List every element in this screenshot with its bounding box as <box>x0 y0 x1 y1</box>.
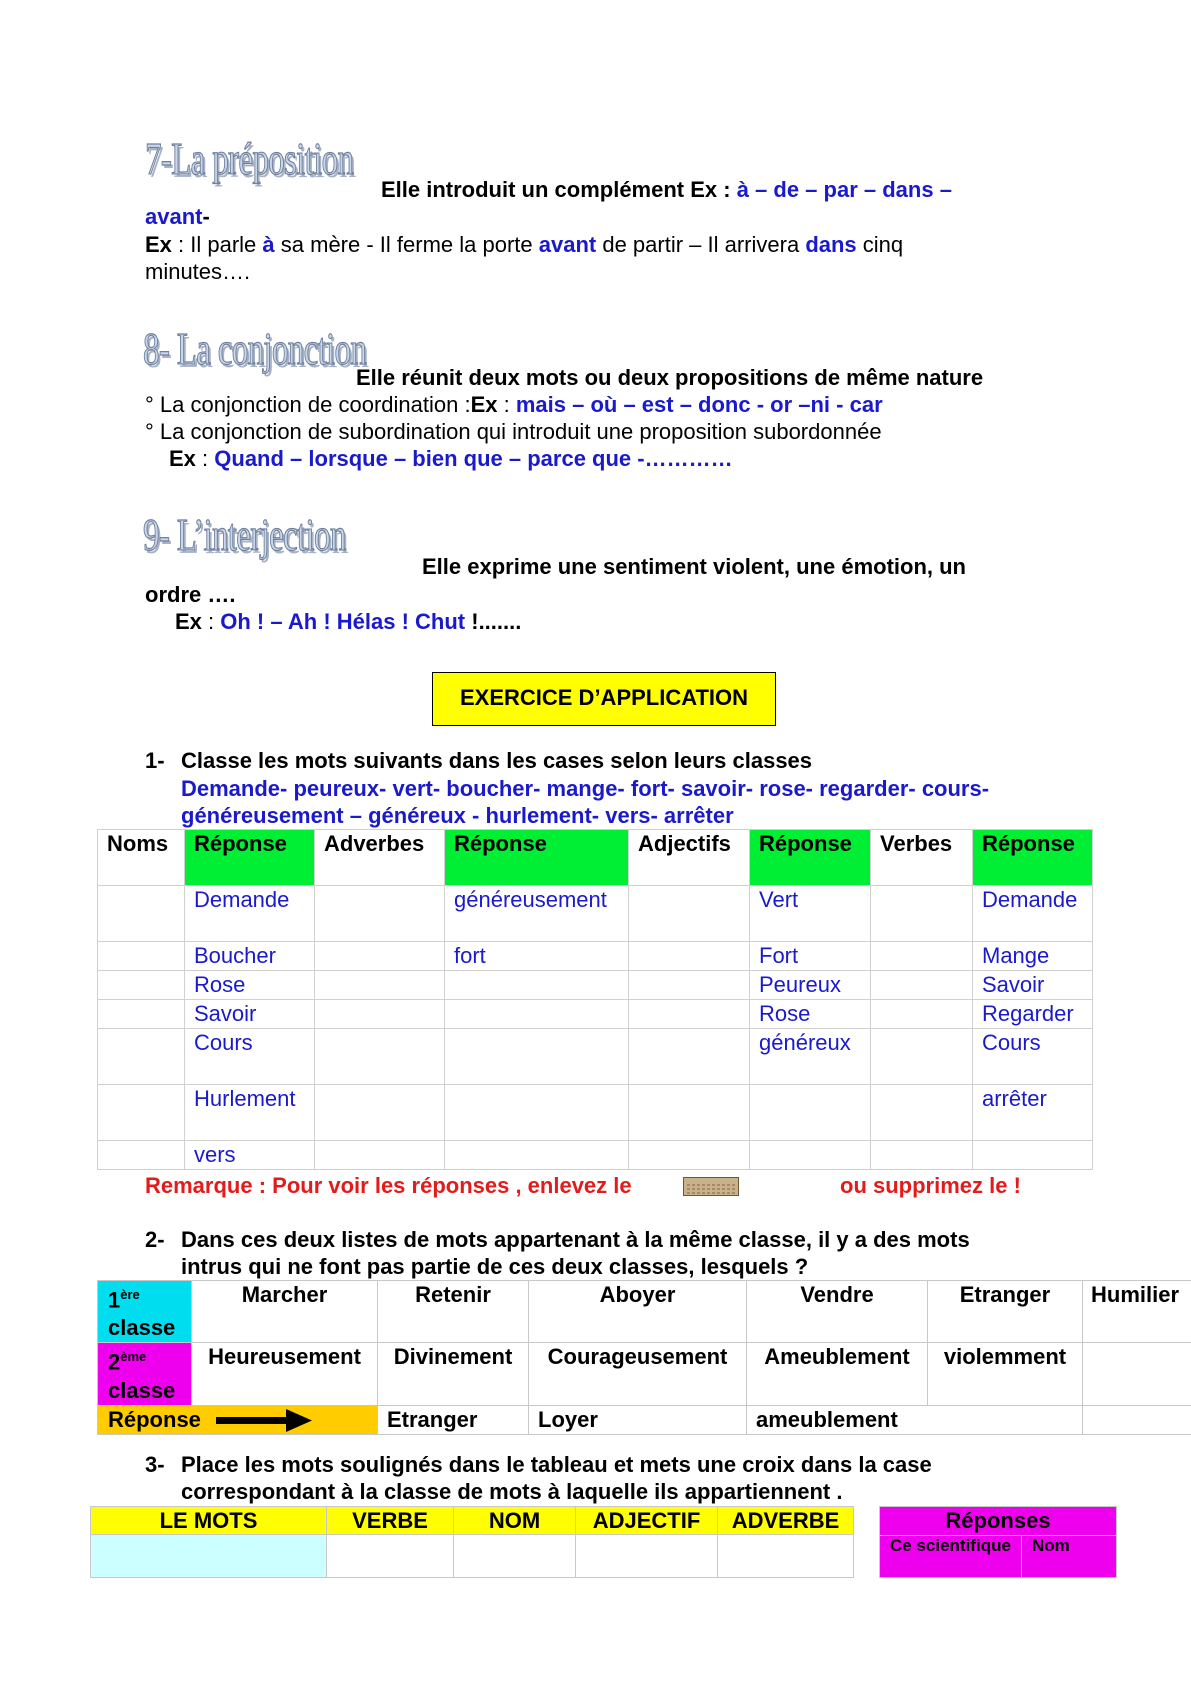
q3-adjectif-cell[interactable] <box>576 1535 718 1578</box>
header-reponse: Réponse <box>185 830 315 886</box>
table-cell[interactable] <box>445 1000 629 1029</box>
section7-ex-word: à <box>262 232 275 257</box>
cover-shape-pattern <box>684 1181 738 1198</box>
q3-verbe-cell[interactable] <box>327 1535 454 1578</box>
q2-label-sup: ème <box>120 1349 147 1365</box>
table-cell[interactable] <box>629 1141 750 1170</box>
table-cell[interactable] <box>98 886 185 942</box>
q2-intrus-table <box>97 1280 1191 1435</box>
table-cell[interactable] <box>629 1000 750 1029</box>
q2-row-class2 <box>98 1343 1191 1405</box>
section7-ex-word: avant <box>538 232 597 257</box>
arrow-right-icon <box>216 1408 312 1432</box>
section8-subord-words: Quand – lorsque – bien que – parce que -………… <box>214 446 733 471</box>
q1-number: 1- <box>145 748 165 773</box>
section8-intro: Elle réunit deux mots ou deux propositions de même nature <box>356 365 984 390</box>
table-row <box>98 942 1093 971</box>
q2-word: Marcher <box>192 1281 378 1343</box>
q3-answer-word: Ce scientifique <box>880 1536 1022 1578</box>
section7-example-end: minutes…. <box>145 259 251 284</box>
q1-classification-table <box>97 829 1093 1170</box>
table-cell[interactable] <box>871 1085 973 1141</box>
section7-ex-part: de partir – Il arrivera <box>596 232 806 257</box>
table-cell[interactable] <box>750 1085 871 1141</box>
q2-label-word: classe <box>108 1315 176 1341</box>
table-row <box>98 1029 1093 1085</box>
q2-label-word: classe <box>108 1377 176 1403</box>
q2-answer[interactable]: Etranger <box>378 1405 529 1434</box>
table-cell[interactable]: Rose <box>750 1000 871 1029</box>
section8-coord-sep: : <box>497 392 516 417</box>
header-adverbes: Adverbes <box>315 830 445 886</box>
section8-coord-label: ° La conjonction de coordination : <box>145 392 471 417</box>
exercise-title-box <box>432 672 776 726</box>
table-cell[interactable]: Peureux <box>750 971 871 1000</box>
section8-subord-example <box>169 445 733 473</box>
header-adjectif: ADJECTIF <box>576 1507 718 1535</box>
table-cell[interactable]: Regarder <box>973 1000 1093 1029</box>
section8-subordination: ° La conjonction de subordination qui introduit une proposition subordonnée <box>145 419 882 444</box>
table-cell[interactable] <box>98 971 185 1000</box>
table-cell[interactable] <box>871 942 973 971</box>
table-cell[interactable]: arrêter <box>973 1085 1093 1141</box>
table-cell[interactable] <box>98 942 185 971</box>
table-cell[interactable] <box>445 1029 629 1085</box>
table-cell[interactable]: généreusement <box>445 886 629 942</box>
q2-word <box>1083 1343 1191 1405</box>
q3-text-line2: correspondant à la classe de mots à laquelle ils appartiennent . <box>181 1479 843 1504</box>
header-adverbe: ADVERBE <box>718 1507 854 1535</box>
q2-row-class1 <box>98 1281 1191 1343</box>
section7-title: 7-La préposition <box>145 133 354 184</box>
table-cell[interactable] <box>98 1000 185 1029</box>
section9-intro: Elle exprime une sentiment violent, une émotion, un <box>422 554 966 579</box>
q2-answer-label: Réponse <box>108 1406 201 1432</box>
section8-coordination <box>145 391 883 419</box>
section8-title: 8- La conjonction <box>143 323 367 374</box>
section9-intro-cont: ordre …. <box>145 582 236 607</box>
q2-word: Ameublement <box>747 1343 928 1405</box>
table-cell[interactable]: Cours <box>185 1029 315 1085</box>
exercise-title: EXERCICE D’APPLICATION <box>459 685 749 710</box>
q2-label-num: 1 <box>108 1287 121 1313</box>
q3-answer-class: Nom <box>1022 1536 1117 1578</box>
q3-text-line1: Place les mots soulignés dans le tableau et mets une croix dans la case <box>181 1452 932 1477</box>
section7-example <box>145 231 903 259</box>
q2-answer-empty[interactable] <box>1083 1405 1191 1434</box>
table-cell[interactable]: Hurlement <box>185 1085 315 1141</box>
table-cell[interactable] <box>315 971 445 1000</box>
section9-ex-words: Oh ! – Ah ! Hélas ! Chut <box>220 609 466 634</box>
table-cell[interactable]: Savoir <box>185 1000 315 1029</box>
section7-ex-word: dans <box>805 232 857 257</box>
table-cell[interactable]: Mange <box>973 942 1093 971</box>
section7-dash: - <box>202 204 210 229</box>
table-cell[interactable] <box>315 1029 445 1085</box>
table-cell[interactable] <box>750 1141 871 1170</box>
table-cell[interactable] <box>871 1141 973 1170</box>
section8-coord-words: mais – où – est – donc - or –ni - car <box>515 392 883 417</box>
q2-label-sup: ère <box>120 1287 140 1302</box>
table-header-row <box>98 830 1093 886</box>
q2-label-class2 <box>98 1343 192 1405</box>
section9-title: 9- L’interjection <box>143 509 346 560</box>
header-reponse: Réponse <box>445 830 629 886</box>
header-verbes: Verbes <box>871 830 973 886</box>
table-cell[interactable] <box>315 1085 445 1141</box>
table-row <box>98 1141 1093 1170</box>
section7-intro-text: Elle introduit un complément Ex : <box>381 177 737 202</box>
section8-coord-ex: Ex <box>470 392 498 417</box>
q3-answers-header-row <box>880 1507 1117 1536</box>
q2-text-line1: Dans ces deux listes de mots appartenant à la même classe, il y a des mots <box>181 1227 970 1252</box>
section9-ex-end: !....... <box>465 609 522 634</box>
header-noms: Noms <box>98 830 185 886</box>
q2-word: Humilier <box>1083 1281 1191 1343</box>
table-cell[interactable] <box>629 971 750 1000</box>
section7-ex-part: : Il parle <box>171 232 263 257</box>
q1-words-line1: Demande- peureux- vert- boucher- mange- fort- savoir- rose- regarder- cours- <box>181 776 990 801</box>
q2-text-line2: intrus qui ne font pas partie de ces deux classes, lesquels ? <box>181 1254 809 1279</box>
table-cell[interactable]: Demande <box>973 886 1093 942</box>
section9-ex-label: Ex <box>175 609 202 634</box>
q3-nom-cell[interactable] <box>454 1535 576 1578</box>
section9-example <box>175 608 521 636</box>
q2-word: Heureusement <box>192 1343 378 1405</box>
table-cell[interactable]: Demande <box>185 886 315 942</box>
table-row <box>98 886 1093 942</box>
table-cell[interactable]: vers <box>185 1141 315 1170</box>
table-cell[interactable]: Rose <box>185 971 315 1000</box>
table-cell[interactable] <box>98 1085 185 1141</box>
table-cell[interactable] <box>98 1029 185 1085</box>
table-cell[interactable] <box>315 886 445 942</box>
table-cell[interactable] <box>98 1141 185 1170</box>
q2-label-class1 <box>98 1281 192 1343</box>
table-cell[interactable]: fort <box>445 942 629 971</box>
q3-answers-row <box>880 1536 1117 1578</box>
q2-label-num: 2 <box>108 1349 121 1375</box>
table-cell[interactable] <box>871 1029 973 1085</box>
header-verbe: VERBE <box>327 1507 454 1535</box>
header-nom: NOM <box>454 1507 576 1535</box>
section8-subord-ex: Ex <box>169 446 196 471</box>
header-reponse: Réponse <box>973 830 1093 886</box>
header-reponse: Réponse <box>750 830 871 886</box>
q2-answer[interactable]: ameublement <box>747 1405 1083 1434</box>
q1-remark <box>145 1172 632 1200</box>
q2-answer[interactable]: Loyer <box>529 1405 747 1434</box>
header-le-mots: LE MOTS <box>91 1507 327 1535</box>
table-cell[interactable]: Fort <box>750 942 871 971</box>
table-cell[interactable]: Savoir <box>973 971 1093 1000</box>
table-cell[interactable] <box>629 886 750 942</box>
table-cell[interactable] <box>973 1141 1093 1170</box>
table-cell[interactable] <box>871 886 973 942</box>
section7-ex-label: Ex <box>145 232 172 257</box>
section8-subord-sep: : <box>195 446 215 471</box>
table-cell[interactable]: Boucher <box>185 942 315 971</box>
q2-word: Aboyer <box>529 1281 747 1343</box>
q2-word: Divinement <box>378 1343 529 1405</box>
table-cell[interactable] <box>871 971 973 1000</box>
table-cell[interactable] <box>445 971 629 1000</box>
q2-answer-label-cell <box>98 1405 378 1434</box>
table-cell[interactable]: Vert <box>750 886 871 942</box>
table-cell[interactable] <box>315 1141 445 1170</box>
q2-word: Retenir <box>378 1281 529 1343</box>
cover-shape-icon[interactable] <box>683 1177 739 1196</box>
section7-ex-part: cinq <box>856 232 904 257</box>
q2-row-answer <box>98 1405 1191 1434</box>
q3-word-cell[interactable] <box>91 1535 327 1578</box>
q3-number: 3- <box>145 1452 165 1477</box>
section7-intro-cont <box>145 203 210 231</box>
table-cell[interactable]: généreux <box>750 1029 871 1085</box>
table-cell[interactable] <box>445 1085 629 1141</box>
section7-intro <box>381 176 952 204</box>
table-cell[interactable] <box>315 942 445 971</box>
section7-words2: avant <box>145 204 203 229</box>
q2-word: Etranger <box>928 1281 1083 1343</box>
q1-remark-end: ou supprimez le ! <box>840 1173 1021 1198</box>
table-row <box>98 1000 1093 1029</box>
section9-ex-sep: : <box>201 609 221 634</box>
q3-input-row <box>91 1535 854 1578</box>
table-cell[interactable] <box>629 1085 750 1141</box>
header-adjectifs: Adjectifs <box>629 830 750 886</box>
table-cell[interactable] <box>315 1000 445 1029</box>
q3-header-row <box>91 1507 854 1535</box>
q3-adverbe-cell[interactable] <box>718 1535 854 1578</box>
q3-classification-table <box>90 1506 854 1578</box>
q1-remark-start: Remarque : Pour voir les réponses , enlevez le <box>145 1173 632 1198</box>
table-cell[interactable] <box>629 942 750 971</box>
section7-ex-part: sa mère - Il ferme la porte <box>274 232 539 257</box>
table-row <box>98 971 1093 1000</box>
table-cell[interactable] <box>445 1141 629 1170</box>
q2-word: Vendre <box>747 1281 928 1343</box>
q2-word: violemment <box>928 1343 1083 1405</box>
table-cell[interactable] <box>629 1029 750 1085</box>
q3-answers-title: Réponses <box>880 1507 1117 1536</box>
q2-number: 2- <box>145 1227 165 1252</box>
table-cell[interactable]: Cours <box>973 1029 1093 1085</box>
q2-word: Courageusement <box>529 1343 747 1405</box>
q3-answers-table <box>879 1506 1117 1578</box>
q1-text: Classe les mots suivants dans les cases selon leurs classes <box>181 748 813 773</box>
section7-words: à – de – par – dans – <box>736 177 952 202</box>
table-cell[interactable] <box>871 1000 973 1029</box>
q1-words-line2: généreusement – généreux - hurlement- vers- arrêter <box>181 803 734 828</box>
table-row <box>98 1085 1093 1141</box>
